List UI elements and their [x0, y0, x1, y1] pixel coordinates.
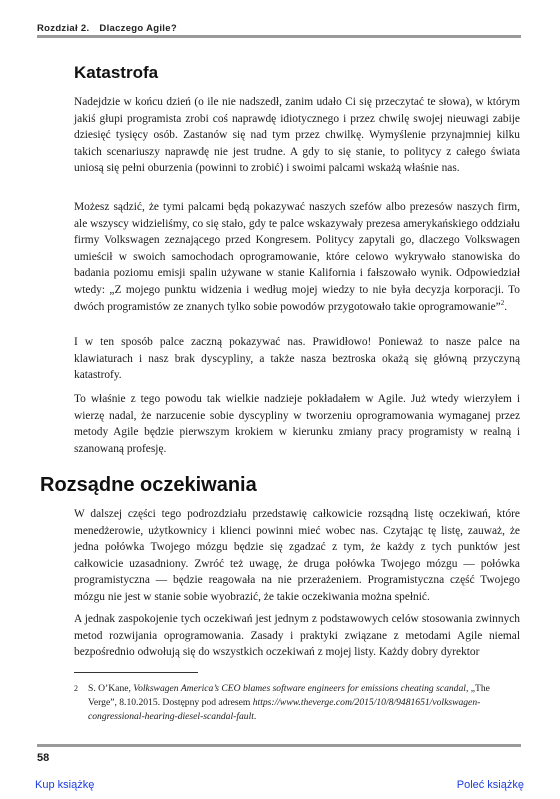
buy-book-link[interactable]: Kup książkę: [35, 779, 95, 791]
paragraph: W dalszej części tego podrozdziału przedstawię całkowicie rozsądną listę oczekiwań, które menedżerowie, użytkownicy i klienci powinni mieć wobec nas. Czytając tę listę, zauważ, że jedna połówka Twojego mózgu będzie się zgadzać z tym, że każdy z tych punktów jest całkowicie uzasadniony. Zwróć też uwagę, że druga połówka Twojego mózgu — połówka programistyczna — będzie reagowała na nie przerażeniem. Programistyczna część Twojego mózgu nie jest w stanie sobie wyobrazić, że takie oczekiwania można spełnić.: [74, 508, 520, 603]
section-heading-katastrofa: Katastrofa: [74, 63, 159, 82]
footnote-rule: [74, 672, 198, 673]
paragraph: I w ten sposób palce zaczną pokazywać nas. Prawidłowo! Ponieważ to nasze palce na klawiaturach i nasz brak dyscypliny, a także nasza beztroska okażą się główną przyczyną katastrofy.: [74, 336, 520, 382]
footnote-source: , „The Verge”, 8.10.2015. Dostępny pod adresem: [88, 683, 490, 709]
paragraph-end: .: [504, 300, 508, 313]
running-header: [37, 18, 521, 36]
recommend-book-link[interactable]: Poleć książkę: [456, 779, 524, 791]
paragraph: To właśnie z tego powodu tak wielkie nadzieje pokładałem w Agile. Już wtedy wierzyłem i wierzę nadal, że narzucenie sobie dyscypliny w tworzeniu oprogramowania wymaganej przez metody Agile będzie pierwszym krokiem w kierunku zmiany pracy programisty w realną i szanowaną profesję.: [74, 393, 520, 455]
paragraph: Nadejdzie w końcu dzień (o ile nie nadszedł, zanim udało Ci się przeczytać te słowa), w którym jakiś głupi programista zrobi coś naprawdę idiotycznego i przez chwilę swojej nieuwagi zabije dziesięć tysięcy osób. Zastanów się nad tym przez chwilkę. Wymyślenie przynajmniej kilku takich scenariuszy naprawdę nie jest trudne. A gdy to się stanie, to politycy z całego świata uniosą się pełni oburzenia (powinni to zrobić) i swoimi palcami wskażą właśnie nas.: [74, 96, 520, 175]
chapter-title: Dlaczego Agile?: [99, 23, 177, 34]
footnote-url: https://www.theverge.com/2015/10/8/9481651/volkswagen-congressional-hearing-diesel-scandal-fault: [88, 697, 481, 723]
footnote-ref: 2: [500, 298, 505, 307]
footnote: [74, 682, 520, 725]
section-heading-rozsadne-oczekiwania: Rozsądne oczekiwania: [40, 474, 257, 496]
footnote-article-title: Volkswagen America’s CEO blames software engineers for emissions cheating scandal: [133, 683, 466, 694]
paragraph-text: Możesz sądzić, że tymi palcami będą pokazywać naszych szefów albo prezesów naszych firm, ale wszyscy widzieliśmy, co się stało, gdy te palce wskazywały prezesa amerykańskiego oddziału firmy Volkswagen zeznającego przed Kongresem. Politycy zapytali go, dlaczego Volkswagen umieścił w swoich samochodach oprogramowanie, które celowo wykrywało stanowiska do badania poziomu emisji spalin używane w stanie Kalifornia i fałszowało wynik. Odpowiedział wtedy: „Z mojego punktu widzenia i według mojej wiedzy to nie była decyzja korporacji. To dwóch programistów ze znanych tylko sobie powodów przygotowało takie oprogramowanie”: [74, 201, 520, 313]
header-rule: [37, 35, 521, 38]
footnote-end: .: [253, 711, 257, 723]
paragraph-with-footnote: [74, 199, 520, 315]
page-number: 58: [37, 752, 50, 764]
footnote-author: S. O’Kane,: [88, 683, 134, 694]
footnote-number: 2: [74, 684, 78, 693]
paragraph: A jednak zaspokojenie tych oczekiwań jest jednym z podstawowych celów stosowania zwinnych metod rozwijania oprogramowania. Zasady i praktyki związane z metodami Agile niemal bezpośrednio odwołują się do wszystkich oczekiwań z mojej listy. Każdy dobry dyrektor: [74, 613, 520, 659]
footer-rule: [37, 744, 521, 747]
chapter-number: Rozdział 2.: [37, 23, 90, 34]
footnote-text: [88, 682, 520, 725]
chapter-label: [37, 23, 177, 34]
